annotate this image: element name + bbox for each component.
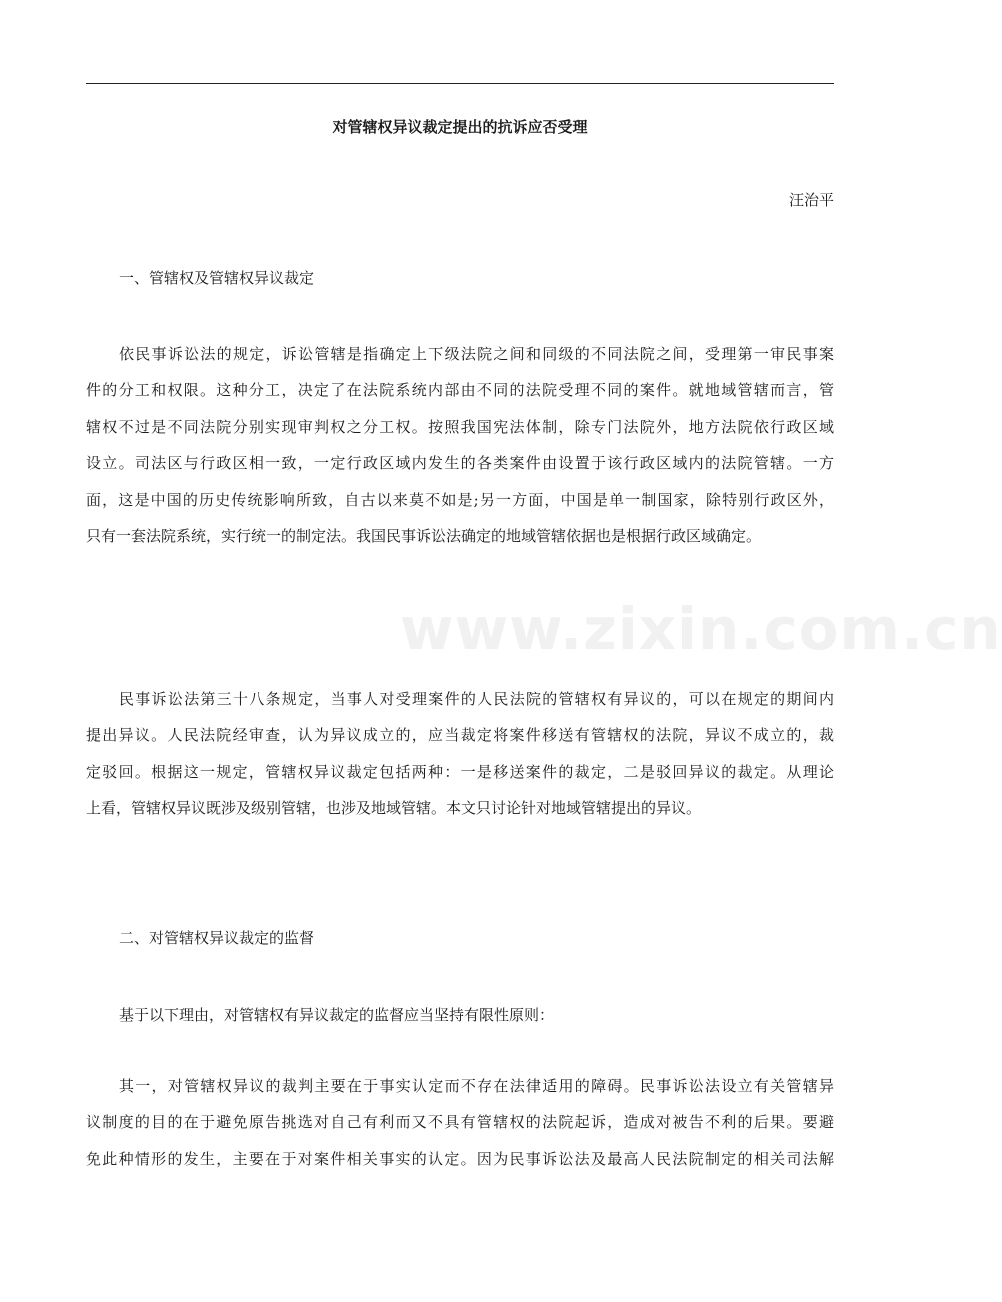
section-heading-2: 二、对管辖权异议裁定的监督 [119, 929, 315, 947]
paragraph-2 [86, 681, 834, 827]
author-name: 汪治平 [788, 191, 834, 209]
paragraph-4 [86, 1068, 834, 1177]
paragraph-line: 提出异议。人民法院经审查，认为异议成立的，应当裁定将案件移送有管辖权的法院，异议不成立的，裁 [86, 726, 834, 745]
paragraph-line: 定驳回。根据这一规定，管辖权异议裁定包括两种：一是移送案件的裁定，二是驳回异议的裁定。从理论 [86, 762, 834, 781]
section-heading-1: 一、管辖权及管辖权异议裁定 [119, 269, 315, 287]
watermark: www.zixin.com.cn [400, 595, 1002, 663]
paragraph-line: 基于以下理由，对管辖权有异议裁定的监督应当坚持有限性原则： [119, 1006, 555, 1024]
paragraph-line: 免此种情形的发生，主要在于对案件相关事实的认定。因为民事诉讼法及最高人民法院制定的相关司法解 [86, 1149, 834, 1168]
paragraph-line: 件的分工和权限。这种分工，决定了在法院系统内部由不同的法院受理不同的案件。就地域管辖而言，管 [86, 381, 834, 400]
paragraph-line: 上看，管辖权异议既涉及级别管辖，也涉及地域管辖。本文只讨论针对地域管辖提出的异议。 [86, 799, 702, 818]
paragraph-line: 依民事诉讼法的规定，诉讼管辖是指确定上下级法院之间和同级的不同法院之间，受理第一审民事案 [119, 345, 834, 363]
document-title: 对管辖权异议裁定提出的抗诉应否受理 [332, 118, 588, 136]
paragraph-line: 民事诉讼法第三十八条规定，当事人对受理案件的人民法院的管辖权有异议的，可以在规定的期间内 [119, 690, 834, 708]
paragraph-line: 其一，对管辖权异议的裁判主要在于事实认定而不存在法律适用的障碍。民事诉讼法设立有关管辖异 [119, 1077, 834, 1095]
paragraph-1 [86, 336, 834, 554]
paragraph-line: 辖权不过是不同法院分别实现审判权之分工权。按照我国宪法体制，除专门法院外，地方法院依行政区域 [86, 417, 834, 436]
top-rule [86, 83, 834, 84]
paragraph-line: 议制度的目的在于避免原告挑选对自己有利而又不具有管辖权的法院起诉，造成对被告不利的后果。要避 [86, 1113, 834, 1132]
paragraph-line: 设立。司法区与行政区相一致，一定行政区域内发生的各类案件由设置于该行政区域内的法院管辖。一方 [86, 454, 834, 473]
paragraph-line: 只有一套法院系统，实行统一的制定法。我国民事诉讼法确定的地域管辖依据也是根据行政区域确定。 [86, 526, 762, 545]
paragraph-3 [86, 997, 834, 1033]
paragraph-line: 面，这是中国的历史传统影响所致，自古以来莫不如是;另一方面，中国是单一制国家，除特别行政区外， [86, 490, 834, 509]
